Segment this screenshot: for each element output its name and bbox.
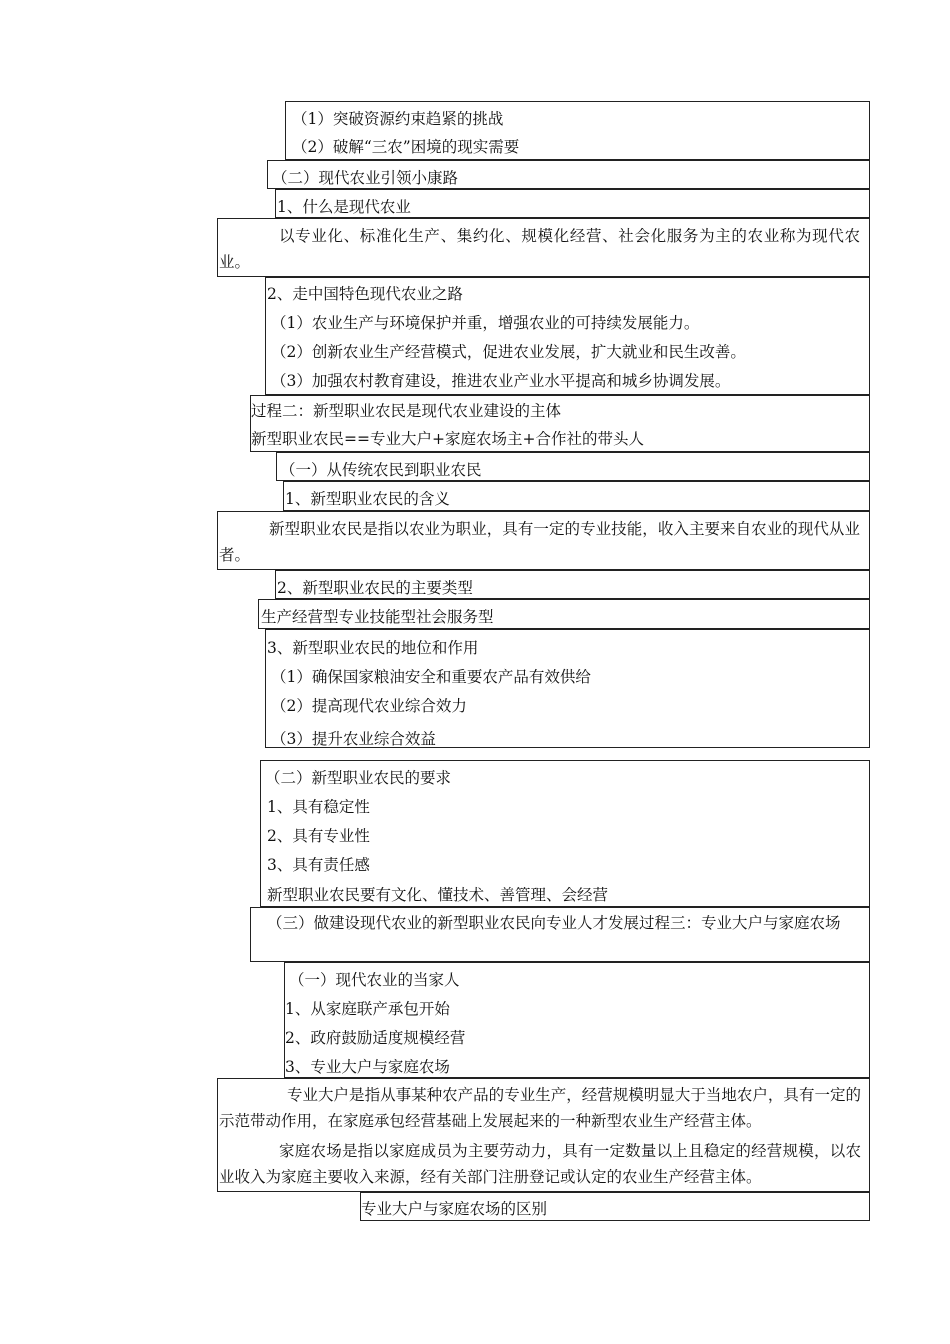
text-box-role [265, 629, 870, 748]
process-heading: （三）做建设现代农业的新型职业农民向专业人才发展过程三：专业大户与家庭农场 [267, 914, 841, 932]
definition-paragraph: 专业大户是指从事某种农产品的专业生产，经营规模明显大于当地农户，具有一定的示范带动作用，在家庭承包经营基础上发展起来的一种新型农业生产经营主体。 [219, 1086, 861, 1130]
subsection-heading: 3、新型职业农民的地位和作用 [267, 639, 479, 657]
text-line: （3）加强农村教育建设，推进农业产业水平提高和城乡协调发展。 [271, 372, 731, 390]
definition-box-large-farmer-family-farm [217, 1078, 870, 1192]
subsection-heading: 专业大户与家庭农场的区别 [361, 1200, 548, 1218]
heading-box-meaning [283, 481, 870, 511]
subsection-heading: 2、走中国特色现代农业之路 [267, 285, 463, 303]
text-line: （1）确保国家粮油安全和重要农产品有效供给 [271, 668, 591, 686]
text-line: 1、具有稳定性 [267, 798, 370, 816]
definition-box-new-farmer [217, 511, 870, 570]
text-line: （1）农业生产与环境保护并重，增强农业的可持续发展能力。 [271, 314, 700, 332]
definition-box-modern-agriculture [217, 218, 870, 277]
definition-paragraph: 以专业化、标准化生产、集约化、规模化经营、社会化服务为主的农业称为现代农业。 [219, 227, 860, 271]
text-line: 新型职业农民==专业大户+家庭农场主+合作社的带头人 [251, 430, 644, 448]
text-box-challenges [285, 101, 870, 160]
process-heading: 过程二：新型职业农民是现代农业建设的主体 [251, 402, 562, 420]
text-box-type-list [258, 599, 870, 629]
heading-box-modern-agriculture [267, 160, 870, 189]
definition-paragraph: 家庭农场是指以家庭成员为主要劳动力，具有一定数量以上且稳定的经营规模，以农业收入为家庭主要收入来源，经有关部门注册登记或认定的农业生产经营主体。 [219, 1142, 861, 1186]
text-line: 3、专业大户与家庭农场 [285, 1058, 450, 1076]
text-line: 2、政府鼓励适度规模经营 [285, 1029, 466, 1047]
text-line: 3、具有责任感 [267, 856, 370, 874]
heading-box-what-is [275, 189, 870, 218]
text-box-chinese-path [265, 277, 870, 395]
text-box-head-of-household [284, 962, 870, 1078]
subsection-heading: 2、新型职业农民的主要类型 [277, 579, 473, 597]
heading-box-process-two [250, 395, 870, 452]
text-line: （3）提升农业综合效益 [271, 730, 436, 748]
text-line: 1、从家庭联产承包开始 [285, 1000, 450, 1018]
text-line: 新型职业农民要有文化、懂技术、善管理、会经营 [267, 886, 609, 904]
section-heading: （一）从传统农民到职业农民 [280, 461, 482, 479]
text-box-requirements [260, 760, 870, 907]
section-heading: （二）新型职业农民的要求 [265, 769, 452, 787]
section-heading: （二）现代农业引领小康路 [272, 169, 459, 187]
text-line: （2）创新农业生产经营模式，促进农业发展，扩大就业和民生改善。 [271, 343, 746, 361]
heading-box-difference [360, 1192, 870, 1221]
heading-box-process-three [250, 907, 870, 962]
subsection-heading: 1、新型职业农民的含义 [285, 490, 450, 508]
text-line: （2）提高现代农业综合效力 [271, 697, 467, 715]
heading-box-types [275, 570, 870, 599]
definition-paragraph: 新型职业农民是指以农业为职业，具有一定的专业技能，收入主要来自农业的现代从业者。 [219, 520, 860, 564]
text-line: （2）破解“三农”困境的现实需要 [292, 138, 520, 156]
text-line: 生产经营型专业技能型社会服务型 [261, 608, 494, 626]
text-line: 2、具有专业性 [267, 827, 370, 845]
heading-box-traditional-to-professional [276, 452, 870, 481]
section-heading: （一）现代农业的当家人 [289, 971, 460, 989]
text-line: （1）突破资源约束趋紧的挑战 [292, 110, 504, 128]
subsection-heading: 1、什么是现代农业 [277, 198, 411, 216]
